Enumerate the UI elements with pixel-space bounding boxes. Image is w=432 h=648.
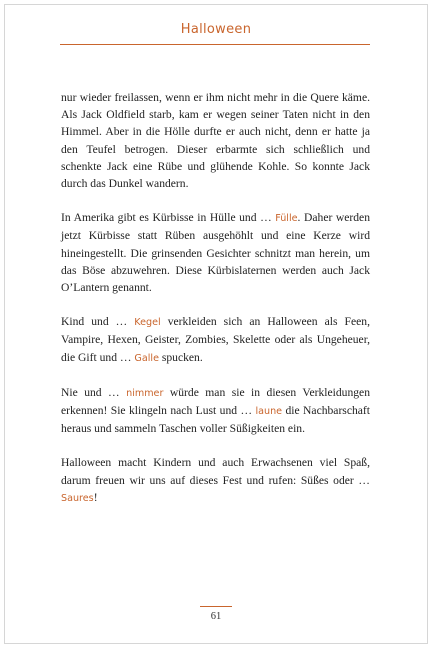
text-segment: Nie und … [61, 385, 127, 399]
text-segment: nur wieder freilassen, wenn er ihm nicht mehr in die Quere käme. Als Jack Oldfield starb, kam er wegen seiner Taten nicht in den Himmel. Aber in die Hölle durfte er auch nicht, denn er hatte ja den Teufel betrogen. Dieser erbarmte sich schließlich und schenkte Jack eine Rübe und glühende Kohle. So konnte Jack durch das Dunkel wandern. [61, 91, 370, 191]
paragraph [61, 209, 370, 296]
text-segment: die Nachbarschaft heraus und sammeln Taschen voller Süßigkeiten ein. [61, 404, 370, 436]
handwritten-answer: Galle [134, 352, 159, 364]
text-segment: Kind und … [61, 315, 135, 329]
paragraph [61, 313, 370, 367]
text-segment: spucken. [158, 350, 203, 364]
handwritten-answer: laune [255, 406, 283, 418]
text-segment: würde man sie in diesen Verkleidungen erkennen! Sie klingeln nach Lust und … [61, 385, 370, 418]
handwritten-answer: Kegel [134, 317, 161, 329]
text-segment: . Daher werden jetzt Kürbisse statt Rüben ausgehöhlt und eine Kerze wird hineingestellt. Die grinsenden Gesichter schnitzt man herein, um das Böse abzuwehren. Diese Kürbislaternen werden auch Jack O’Lantern genannt. [61, 211, 370, 295]
handwritten-answer: nimmer [126, 387, 164, 399]
handwritten-answer: Saures [61, 492, 94, 504]
text-segment: Halloween macht Kindern und auch Erwachsenen viel Spaß, darum freuen wir uns auf dieses Fest und rufen: Süßes oder … [61, 456, 370, 487]
page-number: 61 [210, 611, 222, 622]
handwritten-answer: Fülle [275, 213, 298, 225]
text-segment: In Amerika gibt es Kürbisse in Hülle und … [61, 211, 276, 225]
body-text [61, 89, 370, 524]
paragraph [61, 384, 370, 438]
footer-rule [200, 606, 232, 607]
text-segment: verkleiden sich an Halloween als Feen, Vampire, Hexen, Geister, Zombies, Skelette oder als Ungeheuer, die Gift und … [61, 315, 370, 364]
paragraph [61, 454, 370, 507]
paragraph [61, 89, 370, 192]
text-segment: ! [93, 490, 98, 504]
header-rule [60, 44, 370, 45]
running-header-title: Halloween [180, 22, 252, 37]
